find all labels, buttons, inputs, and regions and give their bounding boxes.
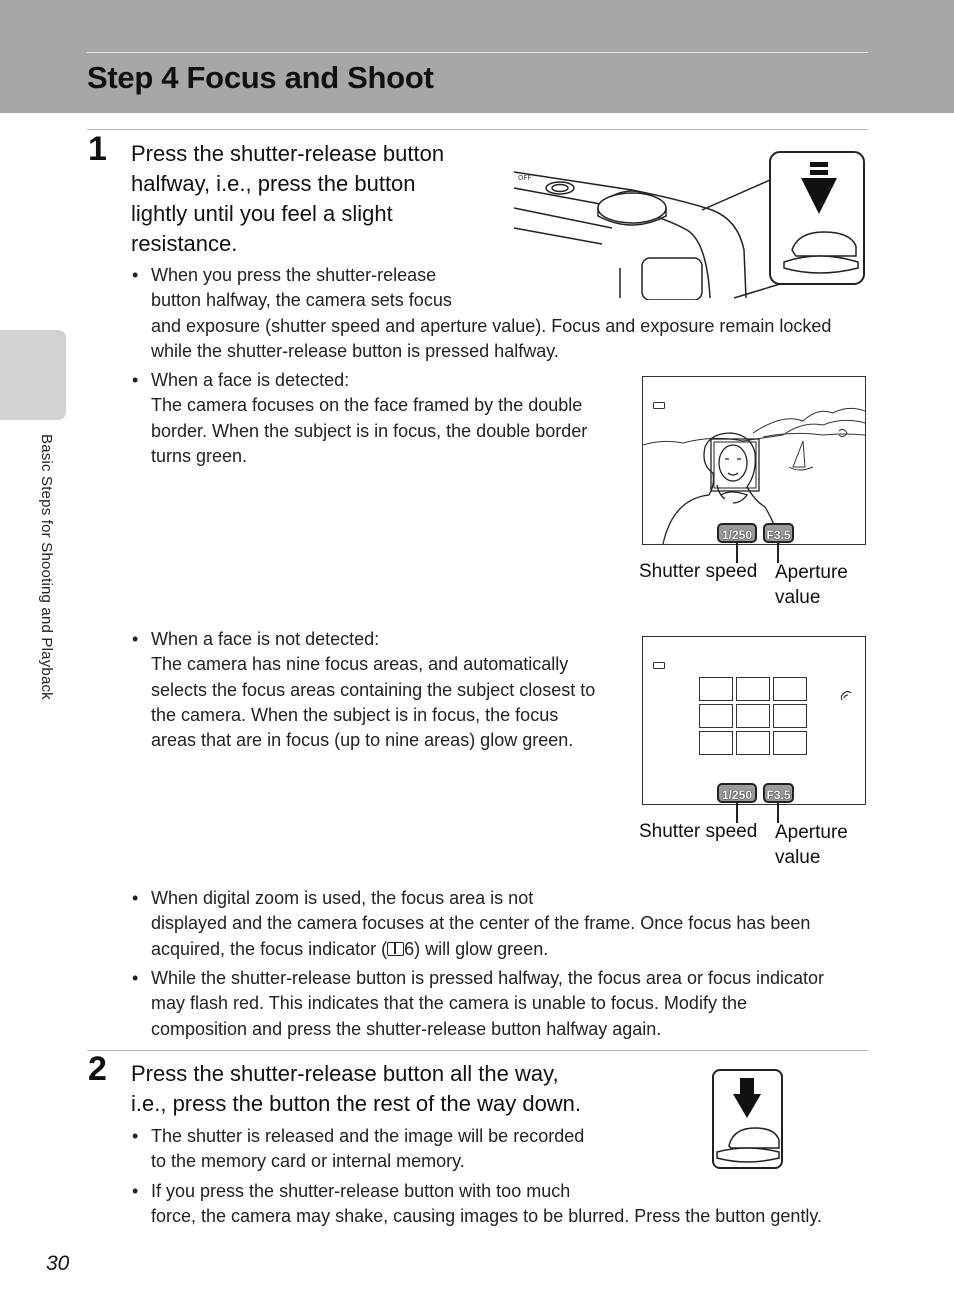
header-rule xyxy=(87,52,868,53)
bullet-line: displayed and the camera focuses at the center of the frame. Once focus has been xyxy=(151,913,811,934)
side-tab xyxy=(0,330,66,420)
step1-bullet-4 xyxy=(132,886,871,962)
bullet-line: While the shutter-release button is pressed halfway, the focus area or focus indicator xyxy=(151,968,825,988)
bullet-line: button halfway, the camera sets focus xyxy=(151,290,452,311)
focus-area xyxy=(773,677,807,701)
aperture-caption xyxy=(775,820,848,870)
focus-area xyxy=(773,731,807,755)
step2-heading-line: i.e., press the button the rest of the way down. xyxy=(131,1091,582,1116)
bullet-line: If you press the shutter-release button with too much xyxy=(151,1181,571,1201)
step2-number: 2 xyxy=(88,1050,107,1088)
bullet-line: the camera. When the subject is in focus, the focus xyxy=(151,704,559,725)
bullet-line: areas that are in focus (up to nine areas) glow green. xyxy=(151,730,574,751)
step1-heading-line: resistance. xyxy=(131,231,238,256)
bullet-text: acquired, the focus indicator ( xyxy=(151,938,388,959)
bullet-line: may flash red. This indicates that the camera is unable to focus. Modify the xyxy=(151,993,747,1014)
face-scene-illustration xyxy=(643,377,865,544)
bullet-dot: • xyxy=(132,629,139,649)
book-reference-icon xyxy=(387,942,404,956)
bullet-line: force, the camera may shake, causing images to be blurred. Press the button gently. xyxy=(151,1206,823,1227)
aperture-readout: F3.5 xyxy=(763,783,794,803)
aperture-caption-line: Aperture xyxy=(775,562,848,583)
bullet-dot: • xyxy=(132,265,139,285)
focus-area xyxy=(699,677,733,701)
bullet-line: The shutter is released and the image will be recorded xyxy=(151,1126,585,1146)
step1-heading-line: Press the shutter-release button xyxy=(131,141,445,166)
bullet-line: When digital zoom is used, the focus area is not xyxy=(151,888,534,908)
bullet-line: When a face is detected: xyxy=(151,370,350,390)
step2-bullet-1 xyxy=(132,1124,621,1175)
shutter-speed-caption: Shutter speed xyxy=(639,561,758,582)
bullet-line xyxy=(151,937,871,962)
bullet-line: selects the focus areas containing the subject closest to xyxy=(151,679,596,700)
page-title: Step 4 Focus and Shoot xyxy=(87,60,434,95)
vibration-reduction-icon xyxy=(839,689,853,703)
step1-number: 1 xyxy=(88,130,107,168)
page-number: 30 xyxy=(46,1252,70,1275)
bullet-line: to the memory card or internal memory. xyxy=(151,1151,465,1172)
bullet-line: When a face is not detected: xyxy=(151,629,380,649)
bullet-dot: • xyxy=(132,968,139,988)
bullet-line: while the shutter-release button is pressed halfway. xyxy=(151,340,559,361)
bullet-line: When you press the shutter-release xyxy=(151,265,437,285)
step1-heading-line: lightly until you feel a slight xyxy=(131,201,393,226)
step1-bullet-3 xyxy=(132,627,621,753)
svg-text:OFF: OFF xyxy=(518,174,532,182)
bullet-dot: • xyxy=(132,370,139,390)
bullet-line: border. When the subject is in focus, the double border xyxy=(151,420,588,441)
header-band xyxy=(0,0,954,113)
focus-area xyxy=(773,704,807,728)
focus-area xyxy=(736,677,770,701)
aperture-caption xyxy=(775,560,848,610)
step1-heading xyxy=(131,139,444,259)
bullet-dot: • xyxy=(132,1126,139,1146)
step1-rule xyxy=(87,129,868,130)
step1-bullet-5 xyxy=(132,966,871,1042)
battery-icon xyxy=(653,662,665,669)
focus-area xyxy=(699,704,733,728)
step2-rule xyxy=(87,1050,868,1051)
sailboat-icon xyxy=(793,441,805,467)
bullet-text: 6) will glow green. xyxy=(404,938,549,959)
shutter-speed-readout: 1/250 xyxy=(717,783,757,803)
step1-heading-line: halfway, i.e., press the button xyxy=(131,171,416,196)
aperture-caption-line: value xyxy=(775,587,821,608)
camera-screen-grid xyxy=(642,636,866,805)
camera-screen-face xyxy=(642,376,866,545)
bullet-dot: • xyxy=(132,1181,139,1201)
step1-bullet-2 xyxy=(132,368,621,469)
shutter-speed-caption: Shutter speed xyxy=(639,821,758,842)
focus-area-grid xyxy=(699,677,807,755)
shutter-speed-readout: 1/250 xyxy=(717,523,757,543)
bullet-line: turns green. xyxy=(151,445,248,466)
bullet-line: The camera focuses on the face framed by the double xyxy=(151,395,583,416)
face-frame-outer xyxy=(711,439,759,491)
step2-bullet-2 xyxy=(132,1179,871,1230)
step2-heading-line: Press the shutter-release button all the way, xyxy=(131,1061,559,1086)
bullet-line: The camera has nine focus areas, and automatically xyxy=(151,654,569,675)
side-tab-label: Basic Steps for Shooting and Playback xyxy=(38,434,55,700)
bullet-line: composition and press the shutter-release button halfway again. xyxy=(151,1018,662,1039)
aperture-caption-line: Aperture xyxy=(775,822,848,843)
full-press-illustration xyxy=(711,1068,785,1172)
focus-area xyxy=(736,704,770,728)
step2-heading xyxy=(131,1059,581,1119)
focus-area xyxy=(736,731,770,755)
aperture-readout: F3.5 xyxy=(763,523,794,543)
focus-area xyxy=(699,731,733,755)
aperture-caption-line: value xyxy=(775,847,821,868)
step1-bullet-1 xyxy=(132,263,871,364)
bullet-dot: • xyxy=(132,888,139,908)
bullet-line: and exposure (shutter speed and aperture value). Focus and exposure remain locked xyxy=(151,315,832,336)
